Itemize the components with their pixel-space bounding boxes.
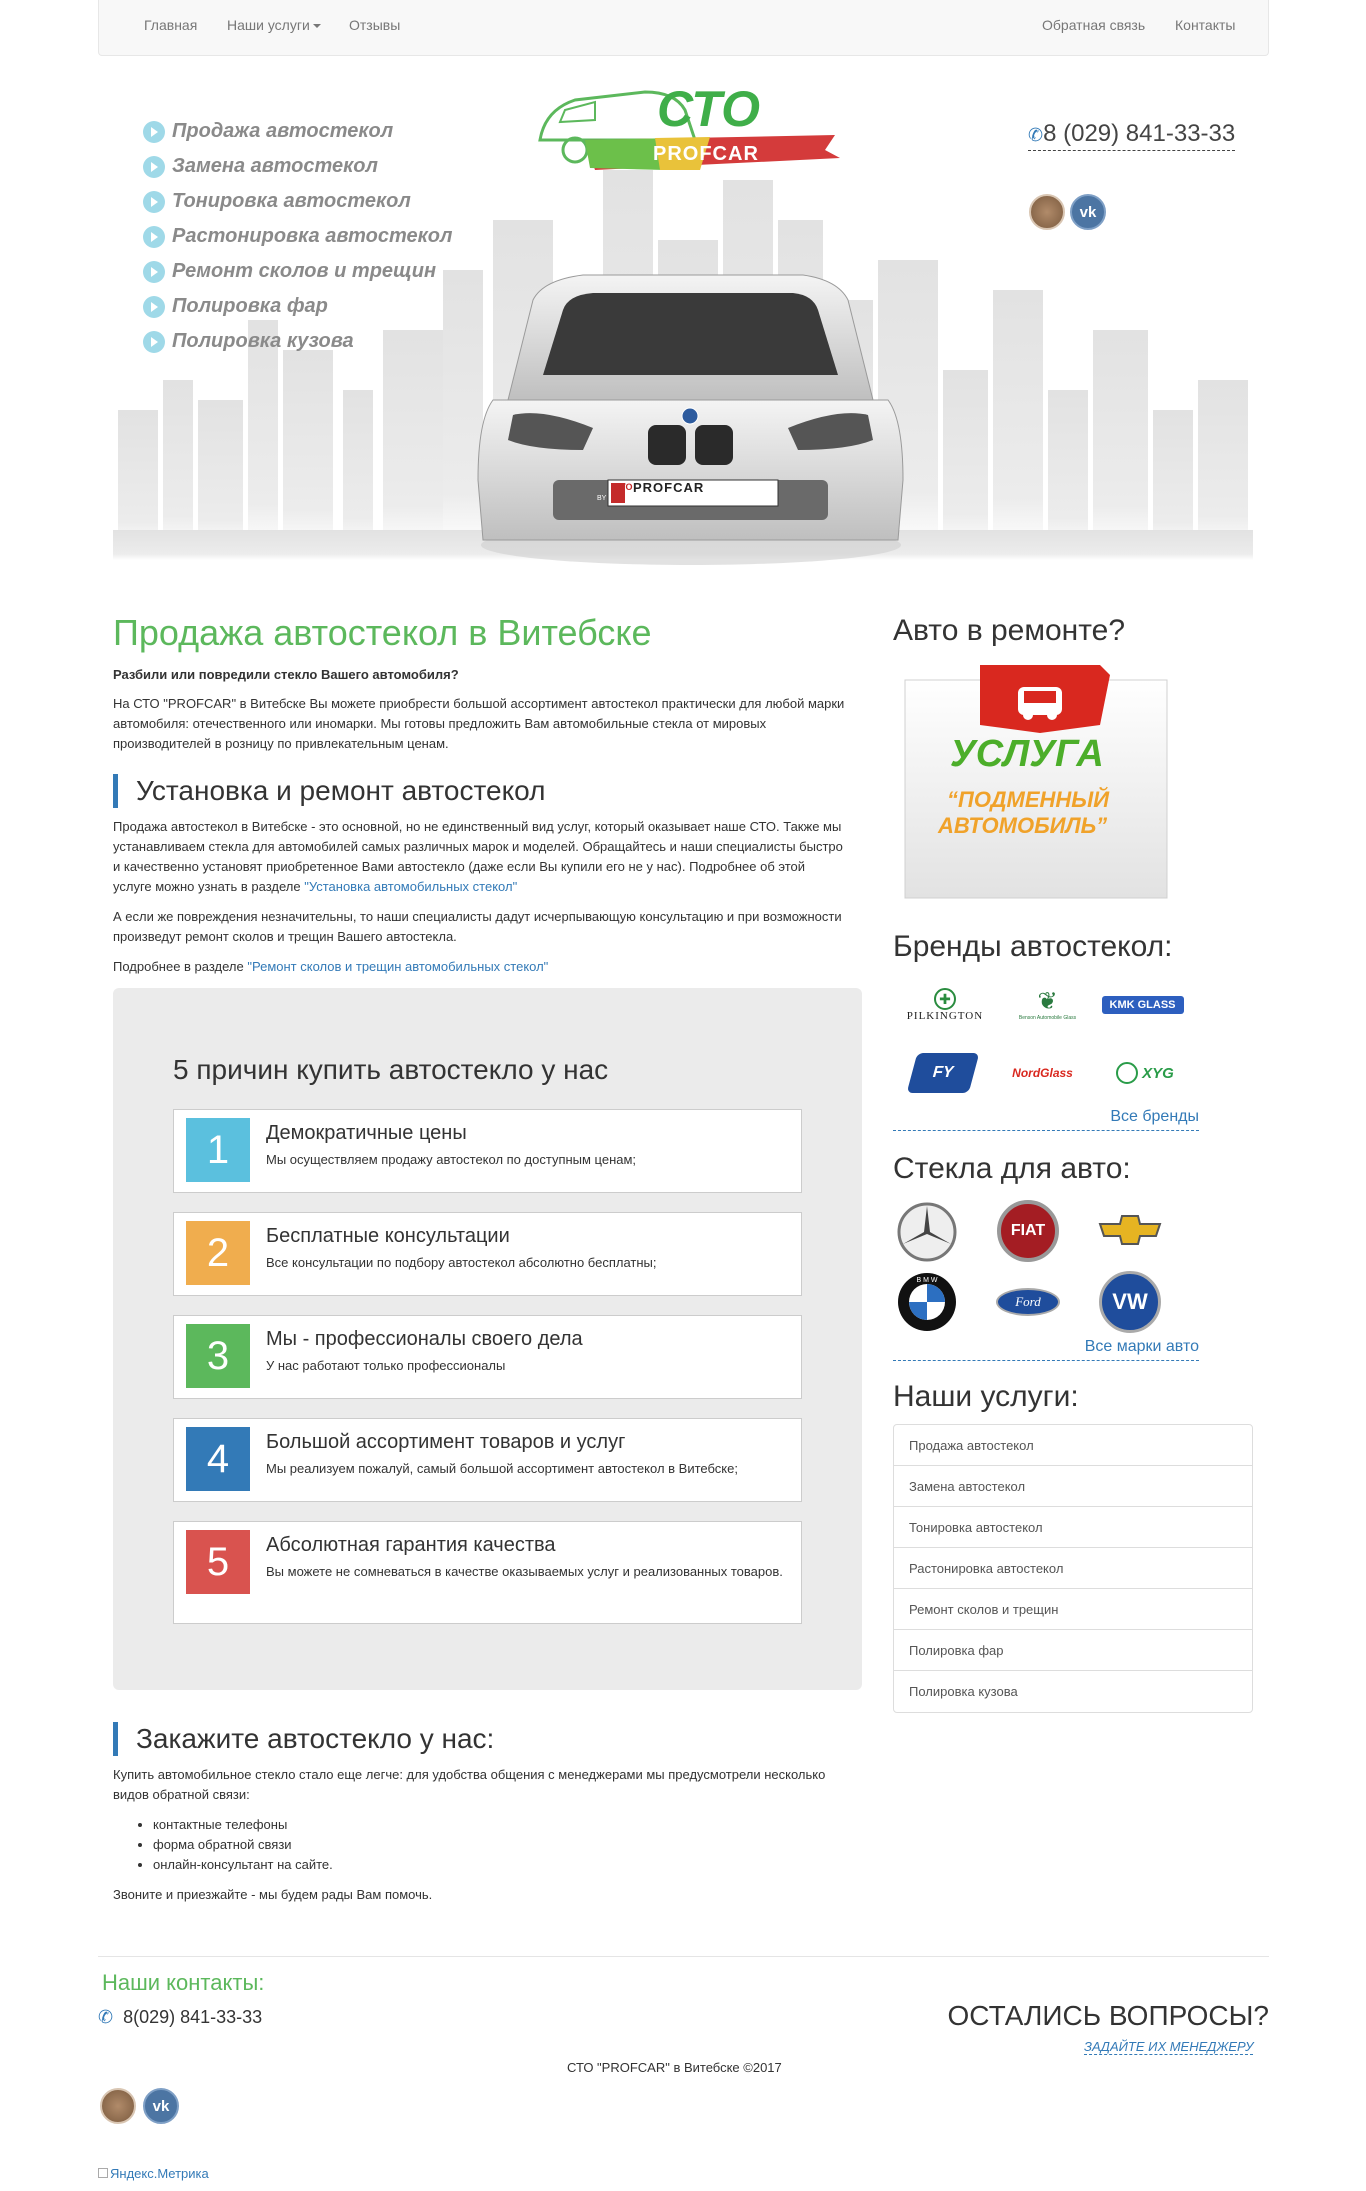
nav-reviews[interactable]: Отзывы — [349, 17, 401, 33]
bmw-logo-icon — [895, 1270, 959, 1334]
list-item: • онлайн-консультант на сайте. — [153, 1855, 333, 1875]
intro-paragraph: На СТО "PROFCAR" в Витебске Вы можете приобрести большой ассортимент автостекол практически для любой марки автомобиля: отечественного или иномарки. Мы готовы предложить Вам автомобильные стекла от мировых производителей в розницу по привлекательным ценам. — [113, 696, 845, 751]
hero-service-item[interactable]: Замена автостекол — [143, 149, 452, 184]
brand-logo-nordglass[interactable]: NordGlass — [1012, 1066, 1073, 1080]
header-phone[interactable]: ✆8 (029) 841-33-33 — [1028, 120, 1235, 151]
brand-logo-pilkington[interactable]: ✚ PILKINGTON — [895, 980, 995, 1030]
plate-country: BY — [597, 495, 607, 502]
nav-contacts[interactable]: Контакты — [1175, 17, 1236, 33]
car-image — [478, 275, 903, 565]
list-item: • контактные телефоны — [153, 1815, 333, 1835]
reason-card — [173, 1521, 802, 1624]
mercedes-logo-icon — [895, 1200, 959, 1264]
reason-card — [173, 1212, 802, 1296]
footer-questions: ОСТАЛИСЬ ВОПРОСЫ? — [947, 2000, 1269, 2031]
car-brand-volkswagen[interactable]: VW — [1098, 1270, 1162, 1334]
sidebar-heading-cars: Стекла для авто: — [893, 1152, 1131, 1185]
sidebar-service-item[interactable]: Замена автостекол — [894, 1466, 1252, 1507]
reason-title: Мы - профессионалы своего дела — [266, 1328, 583, 1350]
plate-text: PROFCAR — [633, 480, 705, 495]
instagram-icon[interactable] — [1029, 194, 1065, 230]
car-brand-bmw[interactable] — [895, 1270, 959, 1334]
nav-services-dropdown[interactable] — [227, 17, 321, 33]
arrow-circle-icon — [143, 121, 165, 143]
reason-title: Большой ассортимент товаров и услуг — [266, 1431, 626, 1453]
sidebar-service-item[interactable]: Растонировка автостекол — [894, 1548, 1252, 1589]
svg-text:B M W: B M W — [916, 1277, 938, 1284]
footer-copyright: СТО "PROFCAR" в Витебске ©2017 — [567, 2060, 782, 2075]
order-paragraph: Купить автомобильное стекло стало еще легче: для удобства общения с менеджерами мы предусмотрели несколько видов обратной связи: — [113, 1767, 826, 1802]
reason-number: 1 — [186, 1118, 250, 1182]
reason-desc: Мы осуществляем продажу автостекол по доступным ценам; — [266, 1152, 637, 1167]
sidebar-service-item[interactable]: Полировка кузова — [909, 1684, 1018, 1699]
logo-text-sto: СТО — [657, 81, 760, 137]
broken-image-icon — [98, 2168, 108, 2178]
site-logo[interactable] — [535, 80, 845, 172]
car-brand-ford[interactable]: Ford — [993, 1285, 1063, 1319]
pilkington-icon: ✚ — [934, 988, 956, 1010]
hero-service-item[interactable]: Растонировка автостекол — [143, 219, 452, 254]
reason-card — [173, 1109, 802, 1193]
arrow-circle-icon — [143, 226, 165, 248]
install-paragraph-1: Продажа автостекол в Витебске - это основной, но не единственный вид услуг, который оказывает наше СТО. Также мы устанавливаем стекла для автомобилей самых различных марок и моделей. Обращайтесь и наши специалисты быстро и качественно установят приобретенное Вами автостекло (даже если Вы купили его не у нас). Подробнее об этой услуге можно узнать в разделе "Установка автомобильных стекол" — [113, 819, 843, 894]
list-item: • форма обратной связи — [153, 1835, 333, 1855]
sidebar-heading-brands: Бренды автостекол: — [893, 930, 1173, 963]
arrow-circle-icon — [143, 331, 165, 353]
lead-text: Разбили или повредили стекло Вашего автомобиля? — [113, 667, 459, 682]
plate-logo: СТО — [614, 482, 633, 492]
arrow-circle-icon — [143, 296, 165, 318]
xyg-icon — [1116, 1062, 1138, 1084]
sidebar-service-item[interactable]: Полировка фар — [894, 1630, 1252, 1671]
phone-icon: ✆ — [1028, 125, 1044, 145]
order-list — [153, 1815, 333, 1875]
reason-desc: Вы можете не сомневаться в качестве оказываемых услуг и реализованных товаров. — [266, 1564, 783, 1579]
reason-card — [173, 1418, 802, 1502]
reasons-title: 5 причин купить автостекло у нас — [173, 1054, 609, 1085]
hero-service-list — [143, 114, 452, 359]
brand-logo-benson[interactable]: ❦ Benson Automobile Glass — [1018, 988, 1077, 1021]
reason-number: 5 — [186, 1530, 250, 1594]
reason-title: Демократичные цены — [266, 1122, 467, 1144]
reason-desc: У нас работают только профессионалы — [266, 1358, 506, 1373]
hero-service-item[interactable]: Полировка кузова — [143, 324, 452, 359]
arrow-circle-icon — [143, 156, 165, 178]
sidebar-service-item[interactable]: Тонировка автостекол — [894, 1507, 1252, 1548]
promo-line3: АВТОМОБИЛЬ” — [938, 813, 1108, 838]
install-paragraph-2: А если же повреждения незначительны, то наши специалисты дадут исчерпывающую консультацию и при возможности произведут ремонт сколов и трещин Вашего автостекла. — [113, 909, 842, 944]
hero-service-item[interactable]: Полировка фар — [143, 289, 452, 324]
reason-desc: Все консультации по подбору автостекол абсолютно бесплатны; — [266, 1255, 657, 1270]
vk-icon[interactable]: vk — [143, 2088, 179, 2124]
promo-banner-image — [900, 665, 1170, 905]
footer-divider — [98, 1956, 1269, 1957]
sidebar-services-list — [893, 1424, 1253, 1713]
reason-number: 3 — [186, 1324, 250, 1388]
brand-logo-fy[interactable]: FY — [900, 1048, 985, 1098]
replacement-car-promo[interactable] — [900, 665, 1170, 905]
sidebar-heading-repair: Авто в ремонте? — [893, 614, 1126, 647]
car-brand-mercedes[interactable] — [895, 1200, 959, 1264]
chevrolet-bowtie-icon — [1098, 1210, 1162, 1250]
page-title: Продажа автостекол в Витебске — [113, 612, 652, 653]
arrow-circle-icon — [143, 261, 165, 283]
top-navbar — [98, 0, 1269, 56]
benson-leaf-icon: ❦ — [1037, 988, 1058, 1015]
promo-line1: УСЛУГА — [950, 733, 1104, 775]
footer-contacts-title: Наши контакты: — [102, 1970, 265, 1995]
nav-services-label: Наши услуги — [227, 17, 310, 33]
section-heading-order: Закажите автостекло у нас: — [113, 1722, 494, 1756]
section-heading-install: Установка и ремонт автостекол — [113, 774, 545, 808]
footer-phone[interactable]: ✆ 8(029) 841-33-33 — [98, 2007, 263, 2027]
promo-line2: “ПОДМЕННЫЙ — [947, 787, 1110, 812]
reason-title: Бесплатные консультации — [266, 1225, 510, 1247]
reason-number: 4 — [186, 1427, 250, 1491]
car-brand-chevrolet[interactable] — [1098, 1210, 1162, 1250]
hero-service-item[interactable]: Тонировка автостекол — [143, 184, 452, 219]
instagram-icon[interactable] — [100, 2088, 136, 2124]
arrow-circle-icon — [143, 191, 165, 213]
reason-card — [173, 1315, 802, 1399]
hero-service-item[interactable]: Ремонт сколов и трещин — [143, 254, 452, 289]
order-closing: Звоните и приезжайте - мы будем рады Вам помочь. — [113, 1887, 433, 1902]
car-brand-fiat[interactable]: FIAT — [995, 1198, 1061, 1264]
sidebar-service-item[interactable]: Ремонт сколов и трещин — [894, 1589, 1252, 1630]
nav-home[interactable]: Главная — [144, 17, 198, 33]
vk-icon[interactable]: vk — [1070, 194, 1106, 230]
link-install-glass[interactable]: "Установка автомобильных стекол" — [304, 879, 518, 894]
logo-text-profcar: PROFCAR — [653, 143, 759, 165]
yandex-metrika-badge[interactable]: Яндекс.Метрика — [98, 2166, 209, 2181]
reason-desc: Мы реализуем пожалуй, самый большой ассортимент автостекол в Витебске; — [266, 1461, 738, 1476]
phone-icon: ✆ — [98, 2007, 114, 2027]
reason-title: Абсолютная гарантия качества — [266, 1534, 556, 1556]
brand-logo-kmk[interactable]: KMK GLASS — [1100, 980, 1185, 1030]
sidebar-service-item[interactable]: Продажа автостекол — [894, 1425, 1252, 1466]
link-repair-chips[interactable]: "Ремонт сколов и трещин автомобильных стекол" — [247, 959, 549, 974]
reason-number: 2 — [186, 1221, 250, 1285]
nav-feedback[interactable]: Обратная связь — [1042, 17, 1146, 33]
sidebar-heading-services: Наши услуги: — [893, 1380, 1079, 1413]
all-car-brands-link[interactable]: Все марки авто — [893, 1338, 1199, 1361]
hero-service-item[interactable]: Продажа автостекол — [143, 114, 452, 149]
chevron-down-icon — [313, 24, 321, 28]
all-brands-link[interactable]: Все бренды — [893, 1108, 1199, 1131]
ask-manager-link[interactable]: ЗАДАЙТЕ ИХ МЕНЕДЖЕРУ — [1084, 2039, 1254, 2054]
brand-logo-xyg[interactable]: XYG — [1100, 1048, 1190, 1098]
install-paragraph-3: Подробнее в разделе "Ремонт сколов и трещин автомобильных стекол" — [113, 959, 549, 974]
